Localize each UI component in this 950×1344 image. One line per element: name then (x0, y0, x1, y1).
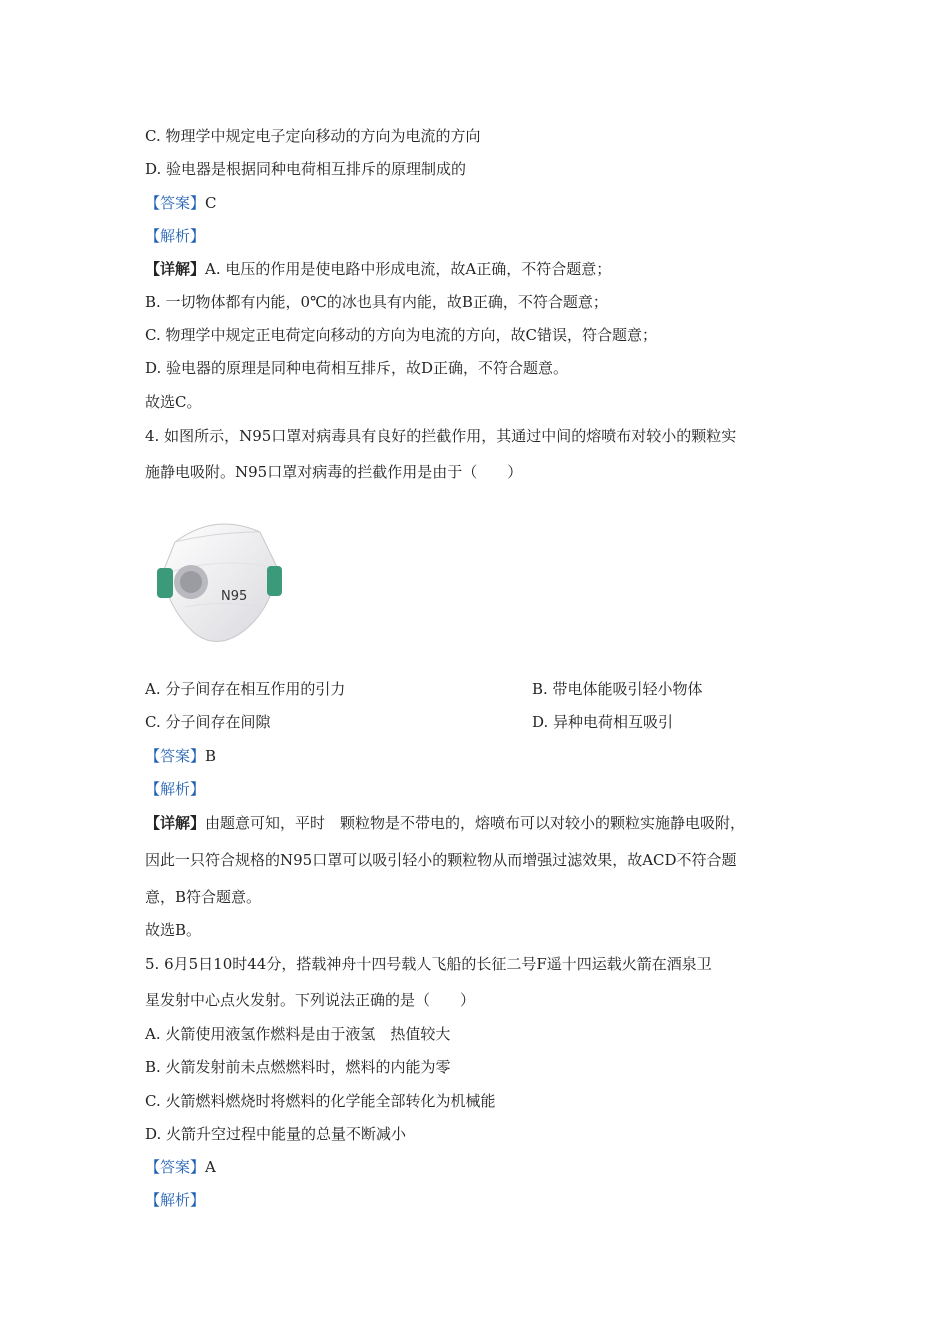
q3-analysis-tag: 【解析】 (145, 227, 206, 245)
q3-answer (145, 193, 217, 213)
q3-option-d: D. 验电器是根据同种电荷相互排斥的原理制成的 (145, 160, 467, 178)
q5-option-d: D. 火箭升空过程中能量的总量不断减小 (145, 1125, 407, 1143)
answer-tag: 【答案】 (145, 1158, 206, 1176)
q4-detail-line-1 (145, 813, 745, 833)
q3-detail-d: D. 验电器的原理是同种电荷相互排斥，故D正确，不符合题意。 (145, 359, 569, 377)
q5-stem-line-1: 5. 6月5日10时44分，搭载神舟十四号载人飞船的长征二号F遥十四运载火箭在酒泉卫 (145, 955, 712, 973)
q3-detail-a (145, 259, 611, 279)
q5-stem-line-2: 星发射中心点火发射。下列说法正确的是（ ） (145, 991, 476, 1009)
answer-value: C (205, 194, 217, 212)
q4-conclusion: 故选B。 (145, 921, 202, 939)
q4-stem-line-1: 4. 如图所示，N95口罩对病毒具有良好的拦截作用，其通过中间的熔喷布对较小的颗粒实 (145, 427, 737, 445)
q3-option-c: C. 物理学中规定电子定向移动的方向为电流的方向 (145, 127, 481, 145)
q5-option-c: C. 火箭燃料燃烧时将燃料的化学能全部转化为机械能 (145, 1092, 496, 1110)
q3-detail-c: C. 物理学中规定正电荷定向移动的方向为电流的方向，故C错误，符合题意； (145, 326, 657, 344)
q4-option-a: A. 分子间存在相互作用的引力 (145, 680, 346, 698)
answer-tag: 【答案】 (145, 194, 206, 212)
q4-answer (145, 746, 216, 766)
detail-tag: 【详解】 (145, 260, 206, 278)
q3-detail-b: B. 一切物体都有内能，0℃的冰也具有内能，故B正确，不符合题意； (145, 293, 608, 311)
answer-value: A (205, 1158, 216, 1176)
detail-text: A. 电压的作用是使电路中形成电流，故A正确，不符合题意； (205, 260, 612, 278)
q5-option-b: B. 火箭发射前未点燃燃料时，燃料的内能为零 (145, 1058, 451, 1076)
q4-option-b: B. 带电体能吸引轻小物体 (532, 680, 703, 698)
q4-option-c: C. 分子间存在间隙 (145, 713, 271, 731)
answer-tag: 【答案】 (145, 747, 206, 765)
q5-analysis-tag: 【解析】 (145, 1191, 206, 1209)
q5-option-a: A. 火箭使用液氢作燃料是由于液氢 热值较大 (145, 1025, 451, 1043)
q5-answer (145, 1157, 216, 1177)
detail-text: 由题意可知，平时 颗粒物是不带电的，熔喷布可以对较小的颗粒实施静电吸附， (205, 814, 746, 832)
q4-stem-line-2: 施静电吸附。N95口罩对病毒的拦截作用是由于（ ） (145, 463, 523, 481)
q4-option-d: D. 异种电荷相互吸引 (532, 713, 674, 731)
q4-analysis-tag: 【解析】 (145, 780, 206, 798)
mask-label: N95 (221, 589, 248, 604)
answer-value: B (205, 747, 217, 765)
q4-detail-line-2: 因此一只符合规格的N95口罩可以吸引轻小的颗粒物从而增强过滤效果，故ACD不符合题 (145, 851, 737, 869)
q3-conclusion: 故选C。 (145, 393, 202, 411)
q4-detail-line-3: 意，B符合题意。 (145, 888, 262, 906)
detail-tag: 【详解】 (145, 814, 206, 832)
n95-mask-image (155, 512, 285, 652)
